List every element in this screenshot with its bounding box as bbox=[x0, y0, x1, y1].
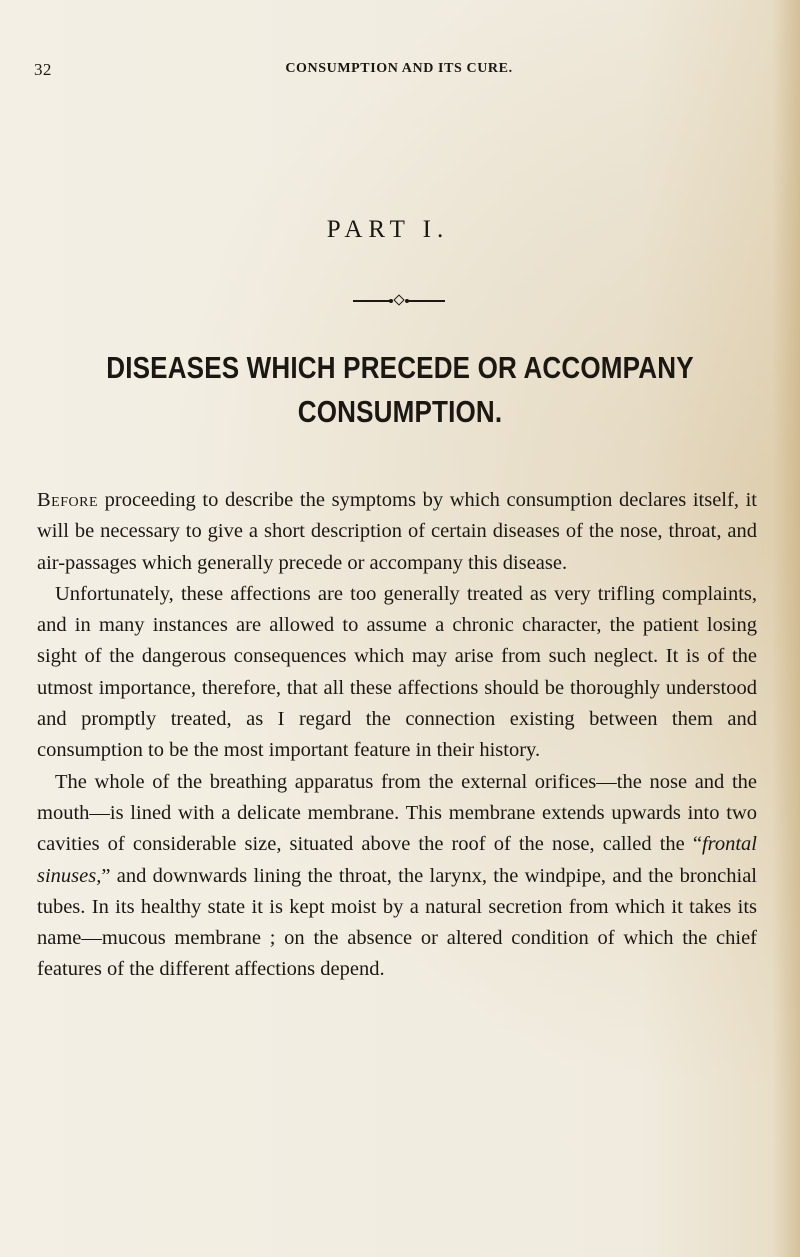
paragraph-3-text-after: ” and downwards lining the throat, the larynx, the windpipe, and the bronchial tubes. In its healthy state it is kept moist by a natural secretion from which it takes its name—mucous membrane ; on the absence or altered condition of which the chief features of the different affections depend. bbox=[37, 864, 757, 981]
running-title: CONSUMPTION AND ITS CURE. bbox=[285, 61, 513, 76]
chapter-heading-line-1: DISEASES WHICH PRECEDE OR ACCOMPANY bbox=[106, 350, 694, 385]
ornament-icon bbox=[353, 296, 445, 306]
paragraph-3-text-before: The whole of the breathing apparatus from the external orifices—the nose and the mouth—is lined with a delicate membrane. This membrane extends upwards into two cavities of considerable size, situated above the roof of the nose, called the “ bbox=[37, 770, 757, 856]
part-heading: PART I. bbox=[326, 216, 450, 243]
page-number: 32 bbox=[34, 60, 52, 79]
paragraph-3-italic-term: frontal sinuses, bbox=[37, 833, 757, 887]
paragraph-2 bbox=[37, 579, 757, 767]
ornament-rule-right bbox=[408, 300, 445, 302]
body-text bbox=[37, 485, 757, 986]
page-edge-shading bbox=[772, 0, 800, 1257]
ornament-diamond bbox=[393, 294, 404, 305]
running-header bbox=[34, 60, 764, 86]
paragraph-1 bbox=[37, 485, 757, 579]
chapter-heading-line-2: CONSUMPTION. bbox=[297, 394, 503, 429]
ornament-rule-left bbox=[353, 300, 390, 302]
paragraph-1-text: proceeding to describe the symptoms by which consumption declares itself, it will be necessary to give a short description of certain diseases of the nose, throat, and air-passages which generally precede or accompany this disease. bbox=[37, 489, 757, 574]
paragraph-lead-word: Before bbox=[37, 489, 99, 511]
chapter-heading bbox=[98, 346, 703, 434]
paragraph-2-text: Unfortunately, these affections are too generally treated as very trifling complaints, and in many instances are allowed to assume a chronic character, the patient losing sight of the dangerous consequences which may arise from such neglect. It is of the utmost importance, therefore, that all these affections should be thoroughly understood and promptly treated, as I regard the connection existing between them and consumption to be the most important feature in their history. bbox=[37, 582, 757, 762]
paragraph-3 bbox=[37, 767, 757, 986]
